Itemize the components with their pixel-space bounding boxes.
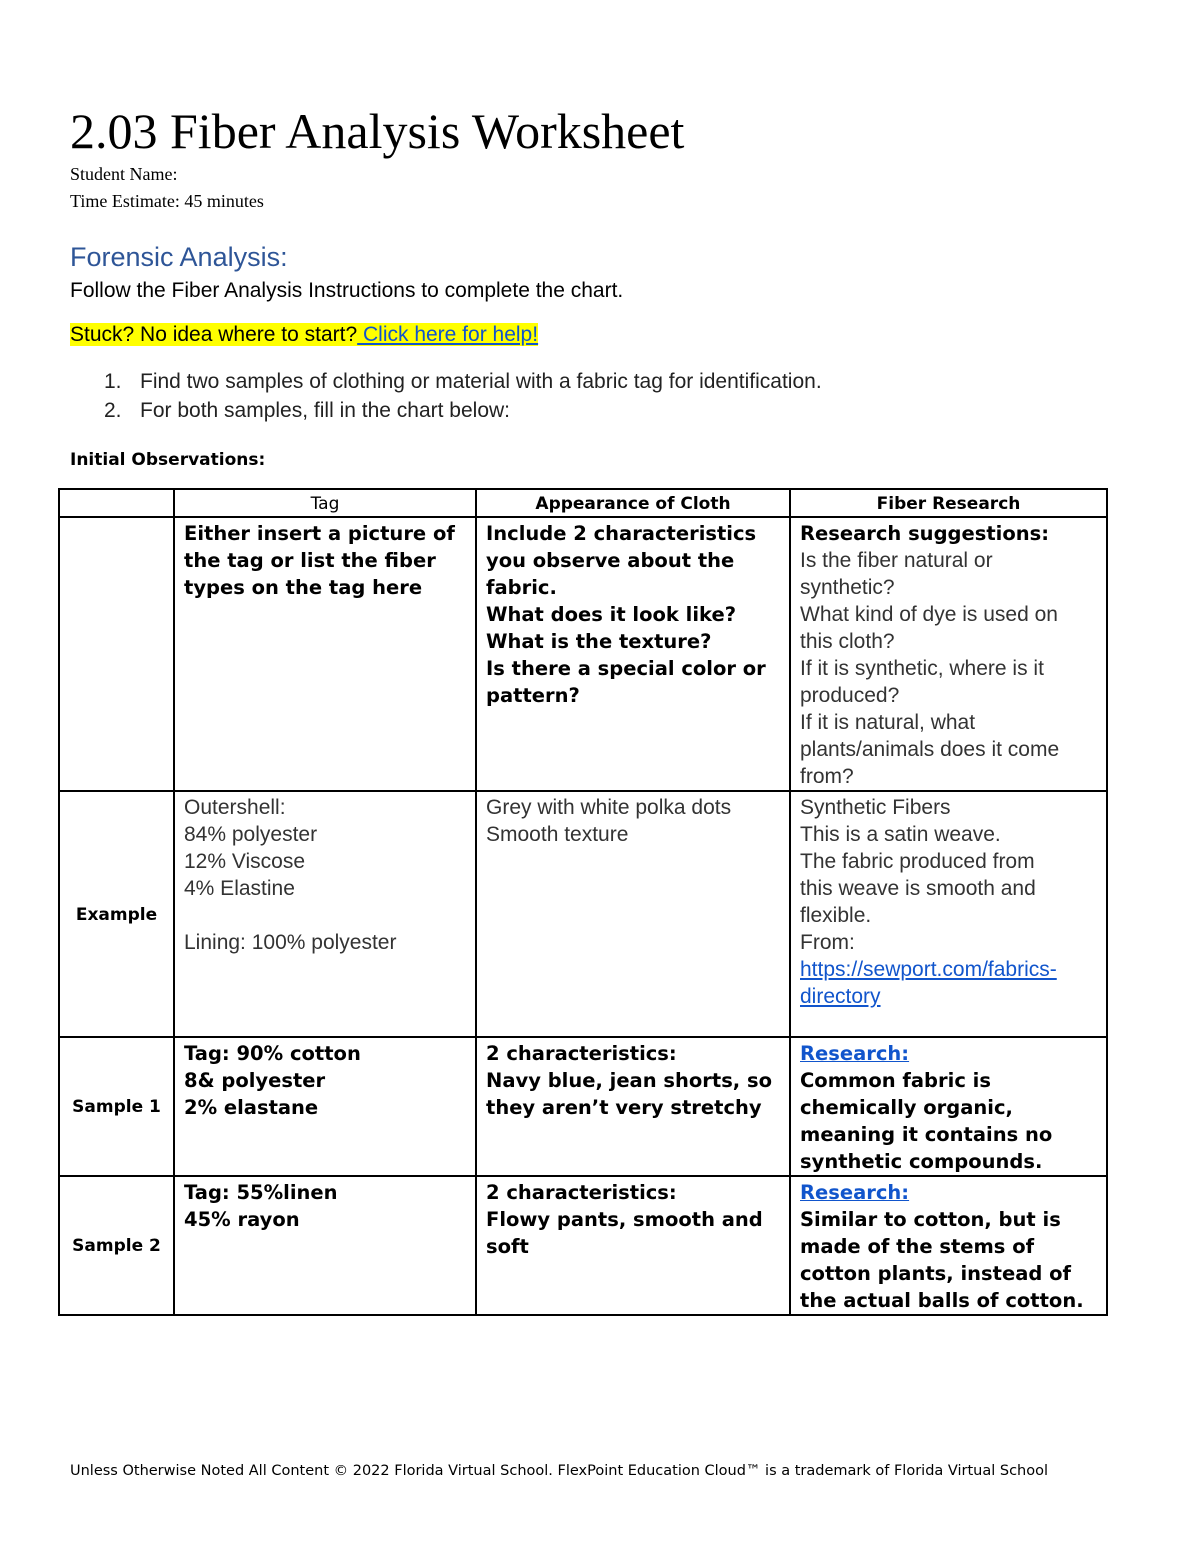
sample1-label: Sample 1 [59, 1037, 174, 1176]
example-research-line: From: [800, 931, 855, 954]
example-appearance-cell[interactable] [476, 791, 790, 1037]
step-item [104, 367, 822, 396]
example-tag-cell[interactable] [174, 791, 476, 1037]
instructions-row [59, 517, 1107, 791]
student-name-label: Student Name: [70, 164, 178, 184]
tag-instruction-line: the tag or list the fiber [184, 549, 436, 572]
footer-copyright: Unless Otherwise Noted All Content © 2022 Florida Virtual School. FlexPoint Education Cloud™ is a trademark of Florida Virtual School [70, 1463, 1049, 1479]
observations-label: Initial Observations: [70, 450, 266, 470]
header-fiber-research: Fiber Research [790, 489, 1107, 517]
research-suggestion-line: synthetic? [800, 576, 895, 599]
sample1-appearance-line: 2 characteristics: [486, 1042, 677, 1065]
research-suggestion-line: If it is synthetic, where is it [800, 657, 1044, 680]
appearance-instruction-line: fabric. [486, 576, 557, 599]
sample2-appearance-cell[interactable] [476, 1176, 790, 1315]
header-appearance: Appearance of Cloth [476, 489, 790, 517]
intro-text: Follow the Fiber Analysis Instructions to complete the chart. [70, 279, 624, 302]
step-number: 1. [104, 370, 122, 393]
example-appearance-line: Smooth texture [486, 823, 629, 846]
research-instructions-cell[interactable] [790, 517, 1107, 791]
example-research-line: Synthetic Fibers [800, 796, 951, 819]
sample1-tag-line: 8& polyester [184, 1069, 326, 1092]
research-suggestion-line: from? [800, 765, 854, 788]
appearance-instruction-line: What is the texture? [486, 630, 712, 653]
sample2-tag-cell[interactable] [174, 1176, 476, 1315]
research-suggestion-line: this cloth? [800, 630, 895, 653]
appearance-instruction-line: What does it look like? [486, 603, 737, 626]
example-row [59, 791, 1107, 1037]
step-text: For both samples, fill in the chart below: [140, 399, 511, 422]
tag-instructions-cell[interactable] [174, 517, 476, 791]
research-suggestion-line: produced? [800, 684, 900, 707]
appearance-instruction-line: you observe about the [486, 549, 735, 572]
research-suggestion-line: If it is natural, what [800, 711, 976, 734]
fiber-chart [58, 488, 1108, 1316]
table-header-row [59, 489, 1107, 517]
sample2-tag-line: 45% rayon [184, 1208, 300, 1231]
appearance-instruction-line: Is there a special color or [486, 657, 766, 680]
sample2-appearance-line: 2 characteristics: [486, 1181, 677, 1204]
step-item [104, 396, 822, 425]
example-research-line: The fabric produced from [800, 850, 1035, 873]
page-title: 2.03 Fiber Analysis Worksheet [70, 103, 685, 159]
research-suggestion-line: plants/animals does it come [800, 738, 1060, 761]
example-tag-line: 84% polyester [184, 823, 318, 846]
help-line [70, 321, 538, 349]
sample1-research-link[interactable]: Research: [800, 1042, 910, 1065]
section-heading: Forensic Analysis: [70, 242, 288, 272]
sample2-appearance-line: soft [486, 1235, 529, 1258]
sewport-link-part: https://sewport.com/fabrics- [800, 958, 1057, 981]
sample1-research-line: chemically organic, [800, 1096, 1013, 1119]
example-lining-line: Lining: 100% polyester [184, 931, 397, 954]
tag-instruction-line: Either insert a picture of [184, 522, 455, 545]
sample2-research-line: made of the stems of [800, 1235, 1035, 1258]
sample1-tag-line: 2% elastane [184, 1096, 319, 1119]
sample1-row [59, 1037, 1107, 1176]
sample1-research-line: meaning it contains no [800, 1123, 1053, 1146]
spacer [184, 902, 466, 929]
sample1-research-line: Common fabric is [800, 1069, 991, 1092]
sample2-research-link[interactable]: Research: [800, 1181, 910, 1204]
appearance-instruction-line: pattern? [486, 684, 580, 707]
help-link[interactable]: Click here for help! [357, 323, 539, 346]
header-cell-empty [59, 489, 174, 517]
example-appearance-line: Grey with white polka dots [486, 796, 732, 819]
tag-instruction-line: types on the tag here [184, 576, 423, 599]
steps-list [104, 367, 822, 425]
sample1-tag-cell[interactable] [174, 1037, 476, 1176]
sample2-row [59, 1176, 1107, 1315]
sample1-appearance-cell[interactable] [476, 1037, 790, 1176]
sample2-research-cell[interactable] [790, 1176, 1107, 1315]
sample1-research-line: synthetic compounds. [800, 1150, 1043, 1173]
example-research-line: flexible. [800, 904, 872, 927]
sample1-research-cell[interactable] [790, 1037, 1107, 1176]
sample1-appearance-line: they aren’t very stretchy [486, 1096, 762, 1119]
sewport-link[interactable] [800, 956, 1097, 1010]
step-number: 2. [104, 399, 122, 422]
help-prompt: Stuck? No idea where to start? Click here for help! [70, 323, 539, 346]
example-tag-line: 4% Elastine [184, 877, 295, 900]
sample2-label: Sample 2 [59, 1176, 174, 1315]
example-tag-line: 12% Viscose [184, 850, 306, 873]
appearance-instruction-line: Include 2 characteristics [486, 522, 757, 545]
sample2-research-line: cotton plants, instead of [800, 1262, 1071, 1285]
sample1-tag-line: Tag: 90% cotton [184, 1042, 361, 1065]
sample1-appearance-line: Navy blue, jean shorts, so [486, 1069, 773, 1092]
sample2-appearance-line: Flowy pants, smooth and [486, 1208, 763, 1231]
example-research-cell[interactable] [790, 791, 1107, 1037]
sample2-tag-line: Tag: 55%linen [184, 1181, 338, 1204]
research-suggestions-title: Research suggestions: [800, 522, 1050, 545]
header-tag: Tag [174, 489, 476, 517]
time-estimate: Time Estimate: 45 minutes [70, 191, 264, 211]
example-research-line: this weave is smooth and [800, 877, 1036, 900]
sample2-research-line: Similar to cotton, but is [800, 1208, 1061, 1231]
appearance-instructions-cell[interactable] [476, 517, 790, 791]
research-suggestion-line: Is the fiber natural or [800, 549, 993, 572]
sewport-link-part: directory [800, 985, 881, 1008]
example-tag-line: Outershell: [184, 796, 286, 819]
sample2-research-line: the actual balls of cotton. [800, 1289, 1084, 1312]
example-label: Example [59, 791, 174, 1037]
instructions-label-cell [59, 517, 174, 791]
step-text: Find two samples of clothing or material with a fabric tag for identification. [140, 370, 822, 393]
research-suggestion-line: What kind of dye is used on [800, 603, 1058, 626]
example-research-line: This is a satin weave. [800, 823, 1001, 846]
